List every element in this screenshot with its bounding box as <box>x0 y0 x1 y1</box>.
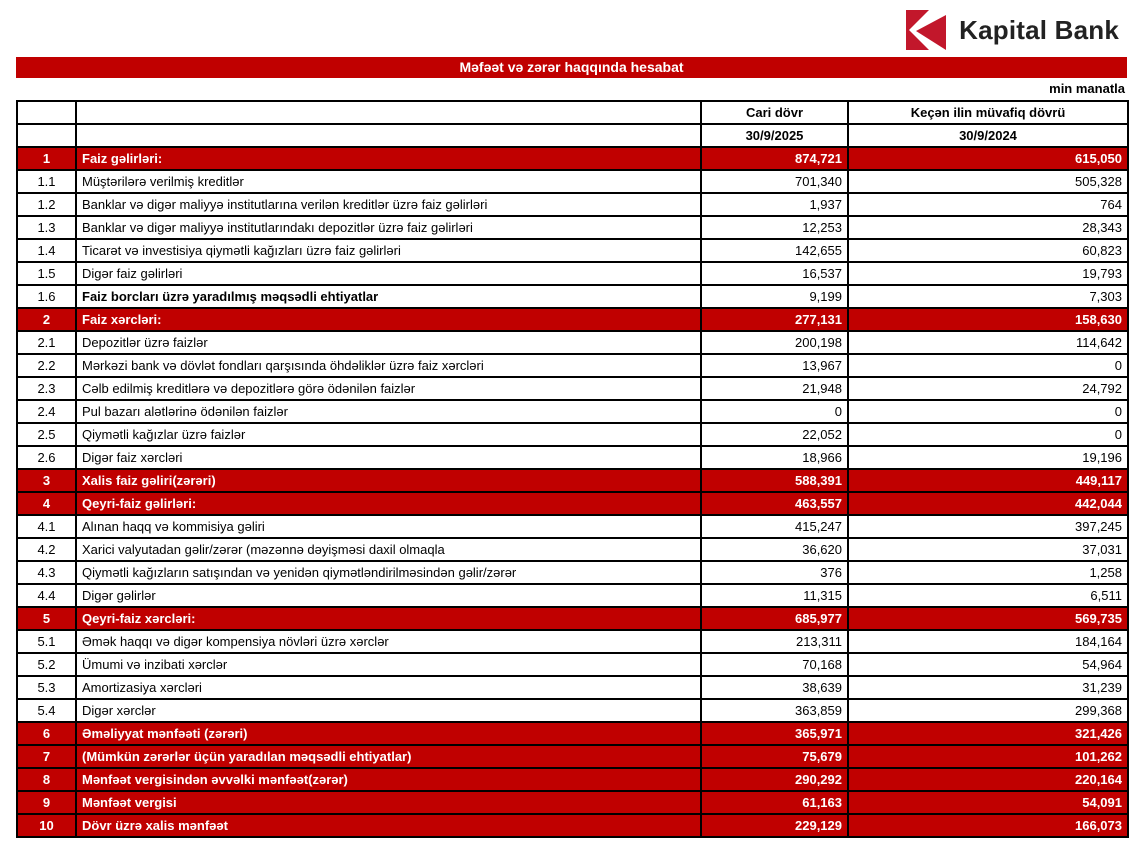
row-previous-value: 615,050 <box>848 147 1128 170</box>
row-number: 5.2 <box>17 653 76 676</box>
row-current-value: 685,977 <box>701 607 848 630</box>
row-previous-value: 54,091 <box>848 791 1128 814</box>
table-row <box>17 170 1128 193</box>
row-number: 3 <box>17 469 76 492</box>
table-row <box>17 423 1128 446</box>
row-label: Banklar və digər maliyyə institutlarındakı depozitlər üzrə faiz gəlirləri <box>76 216 701 239</box>
row-current-value: 1,937 <box>701 193 848 216</box>
row-previous-value: 24,792 <box>848 377 1128 400</box>
row-number: 2.1 <box>17 331 76 354</box>
row-label: Dövr üzrə xalis mənfəət <box>76 814 701 837</box>
row-number: 4 <box>17 492 76 515</box>
row-label: Digər xərclər <box>76 699 701 722</box>
row-number: 1 <box>17 147 76 170</box>
unit-note: min manatla <box>1049 81 1125 96</box>
row-current-value: 21,948 <box>701 377 848 400</box>
row-previous-value: 6,511 <box>848 584 1128 607</box>
table-row <box>17 676 1128 699</box>
table-row <box>17 492 1128 515</box>
row-previous-value: 0 <box>848 354 1128 377</box>
row-current-value: 36,620 <box>701 538 848 561</box>
row-number: 1.5 <box>17 262 76 285</box>
row-number: 1.6 <box>17 285 76 308</box>
row-current-value: 290,292 <box>701 768 848 791</box>
row-label: Depozitlər üzrə faizlər <box>76 331 701 354</box>
kapital-bank-logo-icon <box>906 10 946 50</box>
row-label: Mənfəət vergisindən əvvəlki mənfəət(zərər) <box>76 768 701 791</box>
row-previous-value: 37,031 <box>848 538 1128 561</box>
table-row <box>17 607 1128 630</box>
row-current-value: 22,052 <box>701 423 848 446</box>
table-row <box>17 745 1128 768</box>
row-previous-value: 28,343 <box>848 216 1128 239</box>
table-row <box>17 216 1128 239</box>
row-current-value: 376 <box>701 561 848 584</box>
row-label: Əməliyyat mənfəəti (zərəri) <box>76 722 701 745</box>
row-number: 2.4 <box>17 400 76 423</box>
header-empty-cell <box>17 101 76 124</box>
row-label: Əmək haqqı və digər kompensiya növləri üzrə xərclər <box>76 630 701 653</box>
row-current-value: 142,655 <box>701 239 848 262</box>
table-row <box>17 538 1128 561</box>
row-current-value: 200,198 <box>701 331 848 354</box>
row-label: Cəlb edilmiş kreditlərə və depozitlərə görə ödənilən faizlər <box>76 377 701 400</box>
row-previous-value: 449,117 <box>848 469 1128 492</box>
header-empty-cell <box>17 124 76 147</box>
table-row <box>17 400 1128 423</box>
row-current-value: 213,311 <box>701 630 848 653</box>
row-number: 9 <box>17 791 76 814</box>
row-previous-value: 764 <box>848 193 1128 216</box>
row-current-value: 70,168 <box>701 653 848 676</box>
row-label: Alınan haqq və kommisiya gəliri <box>76 515 701 538</box>
row-label: Xalis faiz gəliri(zərəri) <box>76 469 701 492</box>
row-label: Mərkəzi bank və dövlət fondları qarşısında öhdəliklər üzrə faiz xərcləri <box>76 354 701 377</box>
table-row <box>17 469 1128 492</box>
table-row <box>17 193 1128 216</box>
row-previous-value: 321,426 <box>848 722 1128 745</box>
table-row <box>17 814 1128 837</box>
row-label: Digər gəlirlər <box>76 584 701 607</box>
header-empty-cell <box>76 124 701 147</box>
row-label: Qeyri-faiz xərcləri: <box>76 607 701 630</box>
row-label: Faiz gəlirləri: <box>76 147 701 170</box>
row-current-value: 9,199 <box>701 285 848 308</box>
row-label: Xarici valyutadan gəlir/zərər (məzənnə dəyişməsi daxil olmaqla <box>76 538 701 561</box>
row-number: 5 <box>17 607 76 630</box>
logo-row <box>0 0 1141 54</box>
table-row <box>17 239 1128 262</box>
row-current-value: 365,971 <box>701 722 848 745</box>
table-row <box>17 699 1128 722</box>
row-label: Digər faiz gəlirləri <box>76 262 701 285</box>
row-label: Mənfəət vergisi <box>76 791 701 814</box>
table-row <box>17 630 1128 653</box>
row-current-value: 11,315 <box>701 584 848 607</box>
table-row <box>17 446 1128 469</box>
row-current-value: 363,859 <box>701 699 848 722</box>
row-current-value: 13,967 <box>701 354 848 377</box>
table-header <box>17 101 1128 147</box>
row-label: Ümumi və inzibati xərclər <box>76 653 701 676</box>
row-number: 2.3 <box>17 377 76 400</box>
row-label: Ticarət və investisiya qiymətli kağızları üzrə faiz gəlirləri <box>76 239 701 262</box>
profit-loss-table <box>16 100 1129 838</box>
row-number: 1.3 <box>17 216 76 239</box>
row-label: Digər faiz xərcləri <box>76 446 701 469</box>
table-row <box>17 768 1128 791</box>
row-previous-value: 569,735 <box>848 607 1128 630</box>
row-label: Amortizasiya xərcləri <box>76 676 701 699</box>
previous-period-date: 30/9/2024 <box>848 124 1128 147</box>
row-number: 10 <box>17 814 76 837</box>
row-previous-value: 19,793 <box>848 262 1128 285</box>
row-current-value: 229,129 <box>701 814 848 837</box>
row-current-value: 12,253 <box>701 216 848 239</box>
row-number: 5.1 <box>17 630 76 653</box>
table-row <box>17 561 1128 584</box>
row-current-value: 701,340 <box>701 170 848 193</box>
header-empty-cell <box>76 101 701 124</box>
row-previous-value: 220,164 <box>848 768 1128 791</box>
row-previous-value: 1,258 <box>848 561 1128 584</box>
row-current-value: 588,391 <box>701 469 848 492</box>
table-row <box>17 354 1128 377</box>
row-number: 8 <box>17 768 76 791</box>
table-row <box>17 653 1128 676</box>
row-previous-value: 442,044 <box>848 492 1128 515</box>
row-previous-value: 158,630 <box>848 308 1128 331</box>
table-row <box>17 147 1128 170</box>
header-row-period <box>17 101 1128 124</box>
row-number: 2.5 <box>17 423 76 446</box>
row-label: Qeyri-faiz gəlirləri: <box>76 492 701 515</box>
row-number: 6 <box>17 722 76 745</box>
row-current-value: 415,247 <box>701 515 848 538</box>
row-current-value: 0 <box>701 400 848 423</box>
row-current-value: 277,131 <box>701 308 848 331</box>
row-current-value: 463,557 <box>701 492 848 515</box>
row-label: Faiz xərcləri: <box>76 308 701 331</box>
row-previous-value: 166,073 <box>848 814 1128 837</box>
row-current-value: 16,537 <box>701 262 848 285</box>
row-previous-value: 54,964 <box>848 653 1128 676</box>
row-number: 7 <box>17 745 76 768</box>
report-title-bar <box>16 57 1127 78</box>
row-label: Müştərilərə verilmiş kreditlər <box>76 170 701 193</box>
row-current-value: 61,163 <box>701 791 848 814</box>
row-previous-value: 0 <box>848 423 1128 446</box>
table-row <box>17 515 1128 538</box>
row-previous-value: 101,262 <box>848 745 1128 768</box>
row-label: (Mümkün zərərlər üçün yaradılan məqsədli ehtiyatlar) <box>76 745 701 768</box>
row-number: 4.2 <box>17 538 76 561</box>
row-label: Banklar və digər maliyyə institutlarına verilən kreditlər üzrə faiz gəlirləri <box>76 193 701 216</box>
row-label: Qiymətli kağızların satışından və yenidən qiymətləndirilməsindən gəlir/zərər <box>76 561 701 584</box>
row-label: Faiz borcları üzrə yaradılmış məqsədli ehtiyatlar <box>76 285 701 308</box>
row-number: 1.2 <box>17 193 76 216</box>
row-current-value: 18,966 <box>701 446 848 469</box>
row-number: 2 <box>17 308 76 331</box>
table-row <box>17 377 1128 400</box>
row-number: 5.4 <box>17 699 76 722</box>
row-number: 4.1 <box>17 515 76 538</box>
row-previous-value: 184,164 <box>848 630 1128 653</box>
row-previous-value: 31,239 <box>848 676 1128 699</box>
row-number: 2.2 <box>17 354 76 377</box>
row-number: 5.3 <box>17 676 76 699</box>
row-number: 2.6 <box>17 446 76 469</box>
report-title: Məfəət və zərər haqqında hesabat <box>459 59 684 75</box>
previous-period-header: Keçən ilin müvafiq dövrü <box>848 101 1128 124</box>
row-previous-value: 19,196 <box>848 446 1128 469</box>
row-label: Qiymətli kağızlar üzrə faizlər <box>76 423 701 446</box>
row-previous-value: 114,642 <box>848 331 1128 354</box>
row-number: 4.4 <box>17 584 76 607</box>
row-current-value: 38,639 <box>701 676 848 699</box>
table-row <box>17 285 1128 308</box>
table-row <box>17 791 1128 814</box>
header-row-dates <box>17 124 1128 147</box>
row-previous-value: 7,303 <box>848 285 1128 308</box>
table-row <box>17 331 1128 354</box>
table-row <box>17 584 1128 607</box>
current-period-header: Cari dövr <box>701 101 848 124</box>
row-current-value: 75,679 <box>701 745 848 768</box>
row-previous-value: 299,368 <box>848 699 1128 722</box>
row-previous-value: 0 <box>848 400 1128 423</box>
row-number: 1.1 <box>17 170 76 193</box>
table-row <box>17 308 1128 331</box>
row-number: 1.4 <box>17 239 76 262</box>
table-body <box>17 147 1128 837</box>
row-label: Pul bazarı alətlərinə ödənilən faizlər <box>76 400 701 423</box>
row-number: 4.3 <box>17 561 76 584</box>
row-previous-value: 60,823 <box>848 239 1128 262</box>
row-previous-value: 505,328 <box>848 170 1128 193</box>
row-current-value: 874,721 <box>701 147 848 170</box>
current-period-date: 30/9/2025 <box>701 124 848 147</box>
table-row <box>17 722 1128 745</box>
table-row <box>17 262 1128 285</box>
kapital-bank-logo-text: Kapital Bank <box>959 15 1119 45</box>
row-previous-value: 397,245 <box>848 515 1128 538</box>
